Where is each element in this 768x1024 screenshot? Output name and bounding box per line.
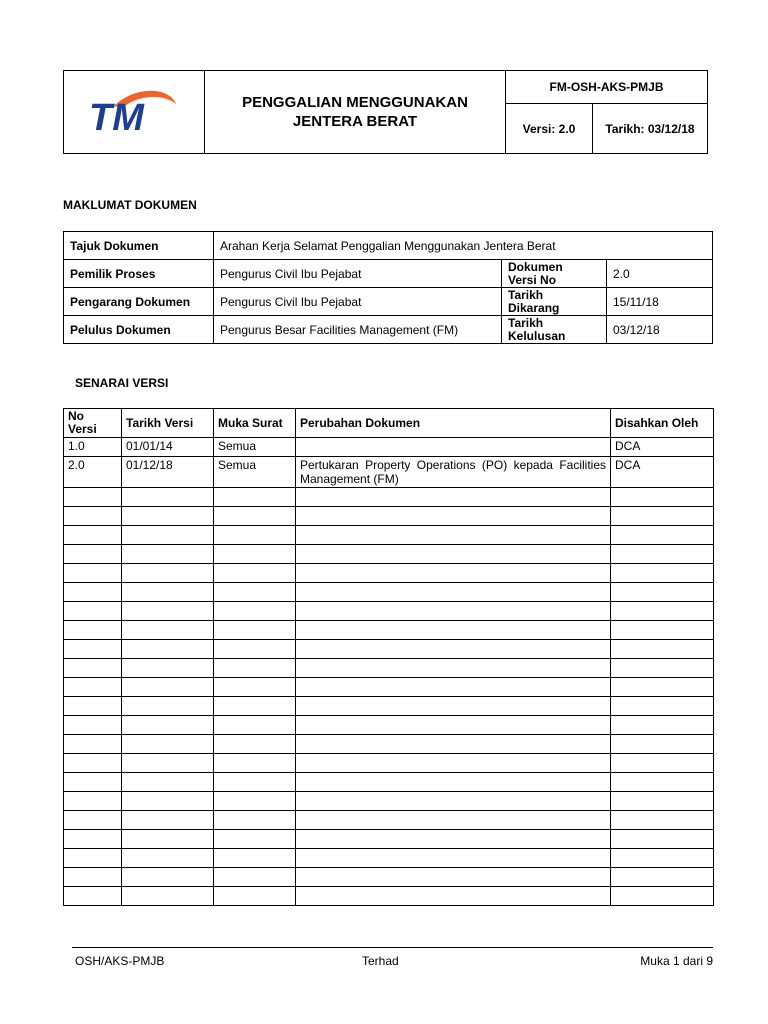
footer-doc-ref: OSH/AKS-PMJB bbox=[75, 954, 165, 968]
title-line-2: JENTERA BERAT bbox=[292, 113, 418, 130]
section-title-maklumat: MAKLUMAT DOKUMEN bbox=[63, 198, 197, 212]
empty-row bbox=[64, 659, 714, 678]
empty-row bbox=[64, 773, 714, 792]
svg-text:TM: TM bbox=[89, 96, 144, 136]
cell-tarikh: 01/12/18 bbox=[122, 457, 214, 488]
empty-row bbox=[64, 716, 714, 735]
version-table bbox=[63, 408, 714, 906]
empty-row bbox=[64, 868, 714, 887]
info-label-tajuk: Tajuk Dokumen bbox=[64, 232, 214, 260]
info-value-pemilik: Pengurus Civil Ibu Pejabat bbox=[214, 260, 502, 288]
info-label-pengarang: Pengarang Dokumen bbox=[64, 288, 214, 316]
empty-row bbox=[64, 830, 714, 849]
version-table-header bbox=[64, 409, 714, 438]
info-label-dikarang bbox=[502, 288, 607, 316]
header-version: Versi: 2.0 bbox=[506, 104, 593, 154]
col-header-no-line2: Versi bbox=[68, 422, 97, 436]
empty-row bbox=[64, 564, 714, 583]
cell-tarikh: 01/01/14 bbox=[122, 438, 214, 457]
info-value-versi: 2.0 bbox=[607, 260, 713, 288]
empty-row bbox=[64, 678, 714, 697]
info-value-tajuk: Arahan Kerja Selamat Penggalian Menggunakan Jentera Berat bbox=[214, 232, 713, 260]
info-label-versi-line2: Versi No bbox=[508, 272, 557, 287]
document-title bbox=[205, 71, 506, 154]
empty-row bbox=[64, 526, 714, 545]
info-label-pemilik: Pemilik Proses bbox=[64, 260, 214, 288]
col-header-disahkan: Disahkan Oleh bbox=[611, 409, 714, 438]
document-header bbox=[63, 70, 708, 154]
empty-row bbox=[64, 792, 714, 811]
empty-row bbox=[64, 754, 714, 773]
table-row bbox=[64, 457, 714, 488]
col-header-muka: Muka Surat bbox=[214, 409, 296, 438]
info-label-versi bbox=[502, 260, 607, 288]
info-label-kelulusan-line2: Kelulusan bbox=[508, 328, 566, 343]
info-label-pelulus: Pelulus Dokumen bbox=[64, 316, 214, 344]
empty-row bbox=[64, 621, 714, 640]
empty-row bbox=[64, 697, 714, 716]
empty-row bbox=[64, 545, 714, 564]
empty-row bbox=[64, 811, 714, 830]
title-line-1: PENGGALIAN MENGGUNAKAN bbox=[242, 94, 468, 111]
header-date: Tarikh: 03/12/18 bbox=[593, 104, 708, 154]
cell-perubahan: Pertukaran Property Operations (PO) kepada Facilities Management (FM) bbox=[296, 457, 611, 488]
empty-row bbox=[64, 583, 714, 602]
info-value-pengarang: Pengurus Civil Ibu Pejabat bbox=[214, 288, 502, 316]
empty-row bbox=[64, 507, 714, 526]
empty-row bbox=[64, 488, 714, 507]
tm-logo bbox=[84, 84, 184, 136]
empty-row bbox=[64, 887, 714, 906]
cell-no: 1.0 bbox=[64, 438, 122, 457]
cell-muka: Semua bbox=[214, 438, 296, 457]
info-value-pelulus: Pengurus Besar Facilities Management (FM) bbox=[214, 316, 502, 344]
info-label-versi-line1: Dokumen bbox=[508, 259, 563, 274]
cell-disahkan: DCA bbox=[611, 457, 714, 488]
info-label-kelulusan-line1: Tarikh bbox=[508, 315, 544, 330]
cell-muka: Semua bbox=[214, 457, 296, 488]
empty-row bbox=[64, 640, 714, 659]
doc-code: FM-OSH-AKS-PMJB bbox=[506, 71, 708, 104]
info-label-dikarang-line2: Dikarang bbox=[508, 300, 560, 315]
info-label-kelulusan bbox=[502, 316, 607, 344]
info-label-dikarang-line1: Tarikh bbox=[508, 287, 544, 302]
cell-no: 2.0 bbox=[64, 457, 122, 488]
cell-perubahan bbox=[296, 438, 611, 457]
info-value-dikarang: 15/11/18 bbox=[607, 288, 713, 316]
section-title-senarai-versi: SENARAI VERSI bbox=[75, 376, 169, 390]
info-value-kelulusan: 03/12/18 bbox=[607, 316, 713, 344]
cell-disahkan: DCA bbox=[611, 438, 714, 457]
empty-row bbox=[64, 602, 714, 621]
table-row bbox=[64, 438, 714, 457]
logo-cell bbox=[64, 71, 205, 154]
footer-classification: Terhad bbox=[362, 954, 399, 968]
document-info-table bbox=[63, 231, 713, 344]
footer-divider bbox=[72, 947, 713, 948]
col-header-perubahan: Perubahan Dokumen bbox=[296, 409, 611, 438]
footer-page-number: Muka 1 dari 9 bbox=[640, 954, 713, 968]
col-header-no bbox=[64, 409, 122, 438]
col-header-no-line1: No bbox=[68, 409, 84, 423]
col-header-tarikh: Tarikh Versi bbox=[122, 409, 214, 438]
empty-row bbox=[64, 735, 714, 754]
empty-row bbox=[64, 849, 714, 868]
